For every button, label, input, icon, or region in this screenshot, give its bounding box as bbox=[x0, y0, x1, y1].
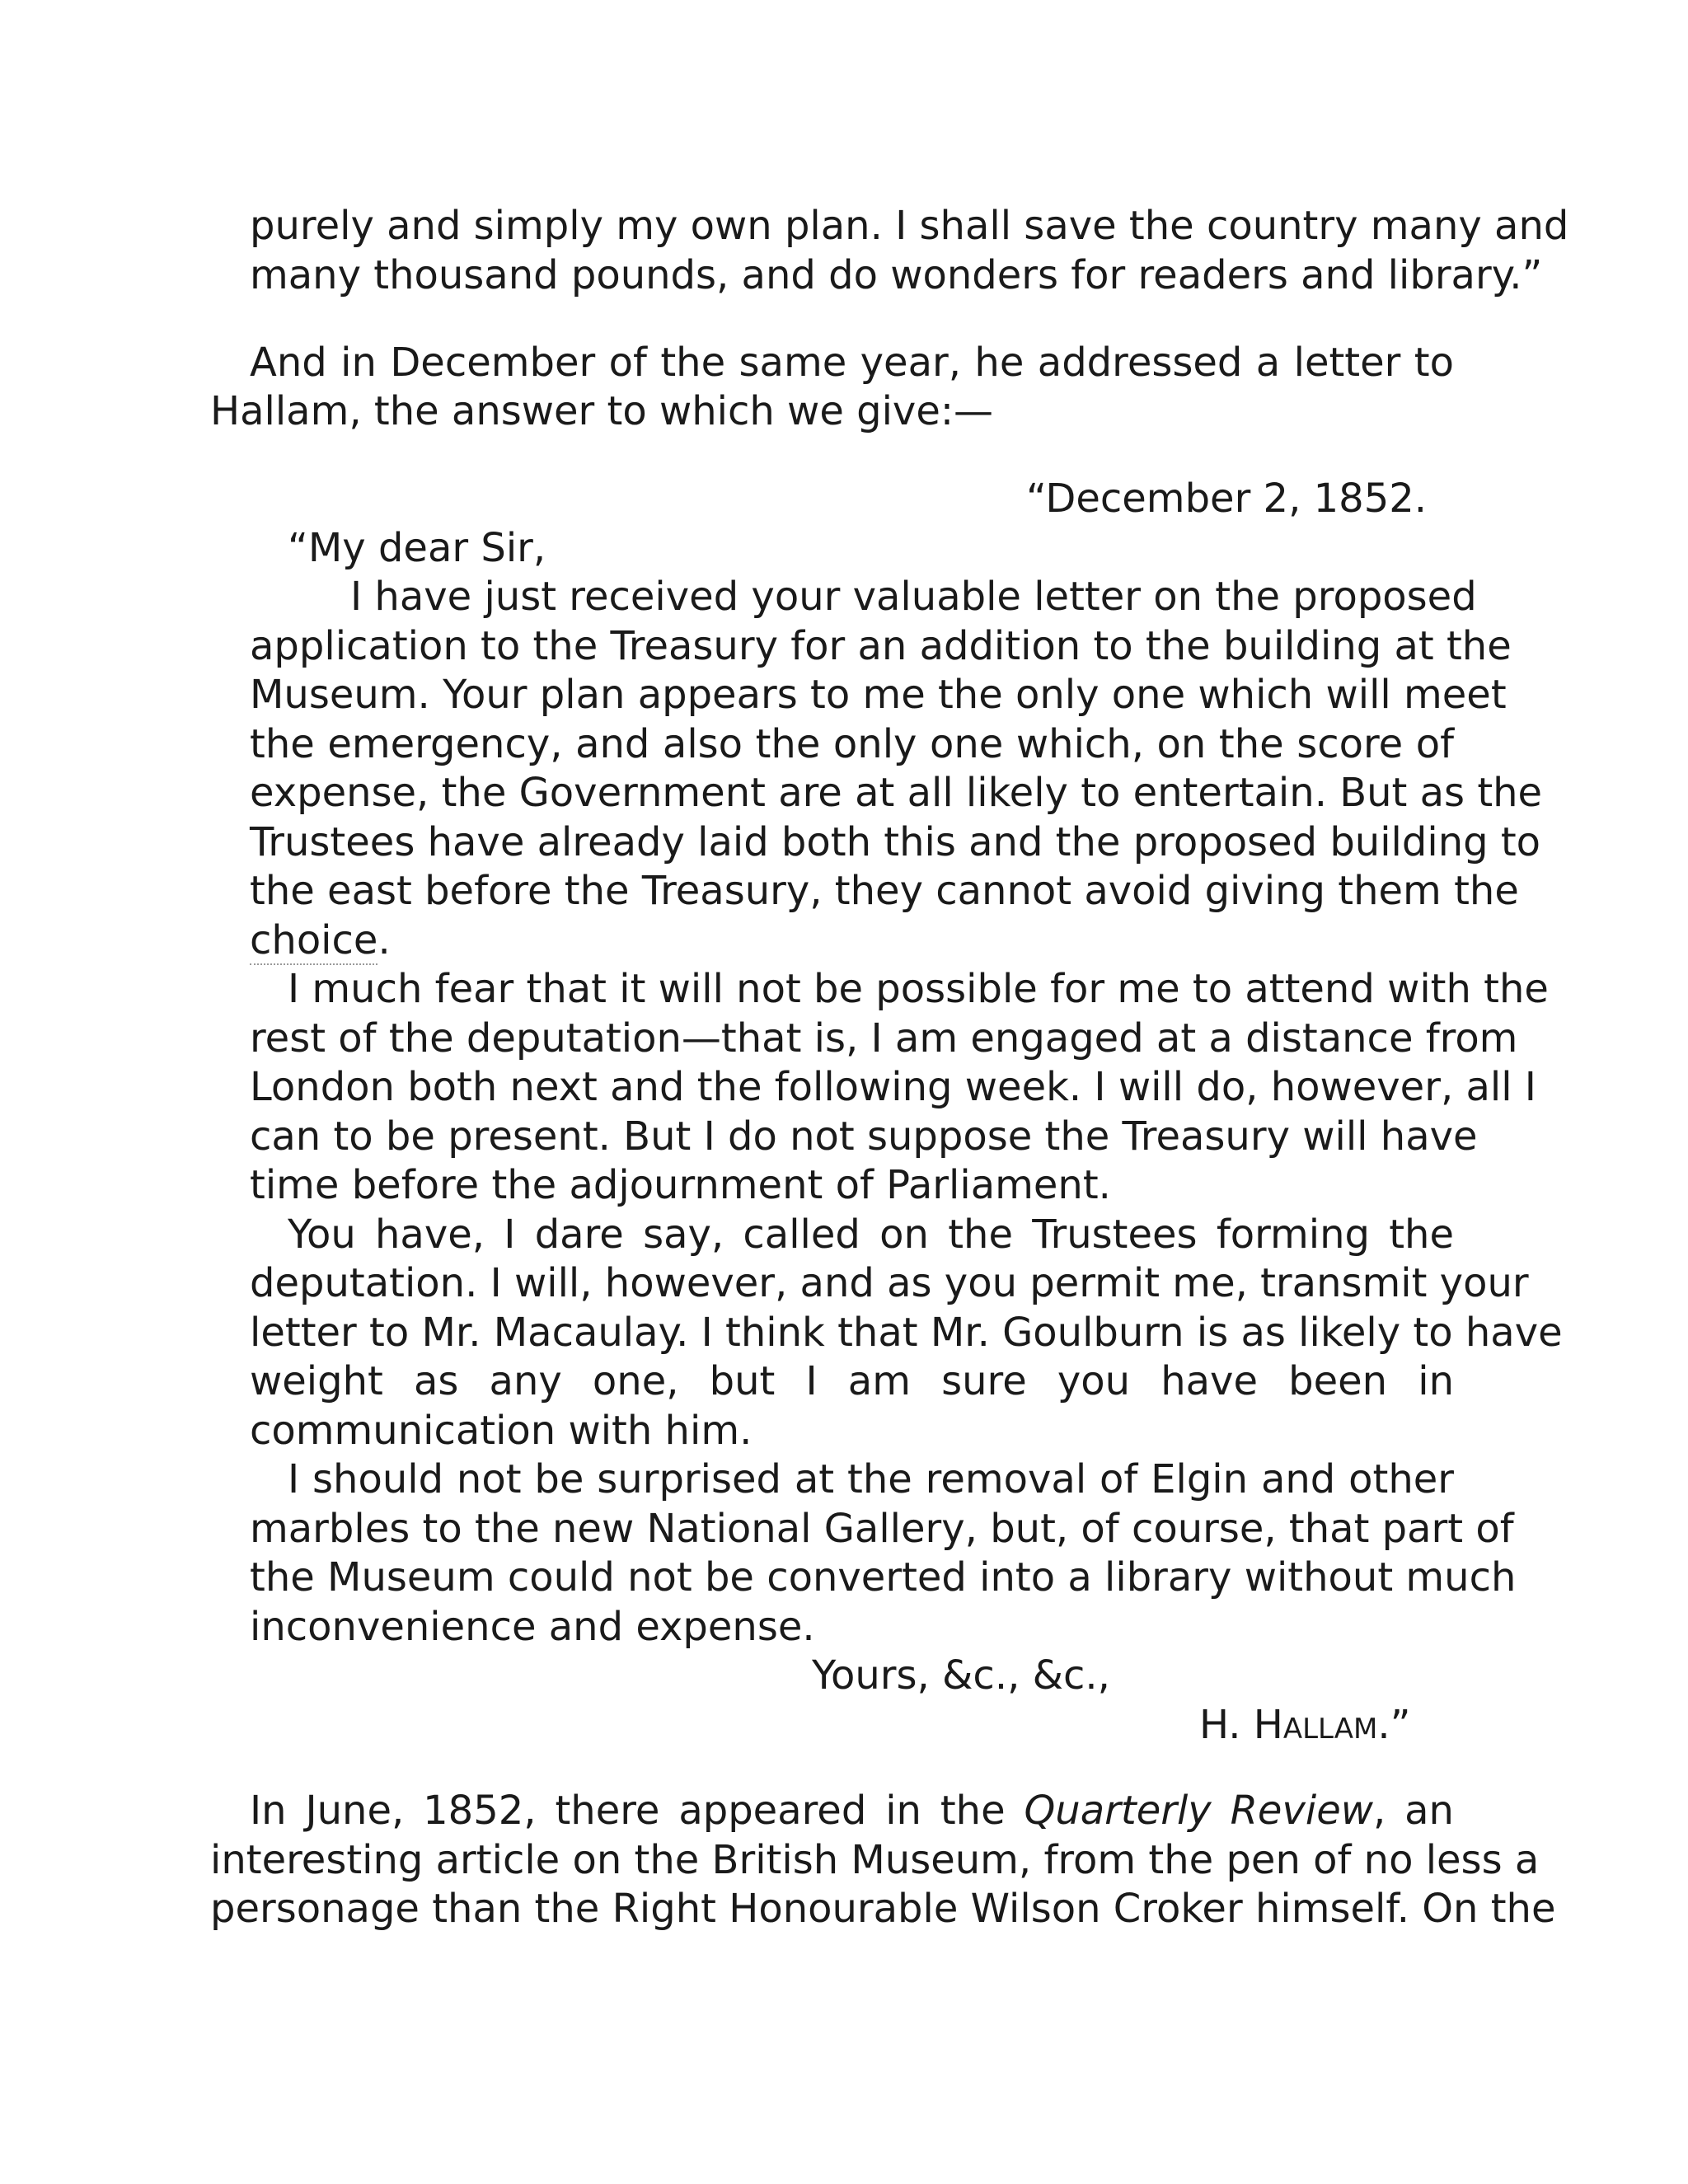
letter-p1-line: expense, the Government are at all likely to entertain. But as the bbox=[250, 770, 1543, 816]
signature-name: Hallam bbox=[1253, 1702, 1378, 1748]
signature-end: .” bbox=[1377, 1702, 1411, 1748]
letter-p2-line: I much fear that it will not be possible for me to attend with the bbox=[288, 966, 1549, 1012]
signature-initial: H. bbox=[1199, 1702, 1254, 1748]
final-line-3: personage than the Right Honourable Wilson Croker himself. On the bbox=[210, 1886, 1556, 1932]
letter-p3-line: letter to Mr. Macaulay. I think that Mr. Goulburn is as likely to have bbox=[250, 1310, 1563, 1356]
letter-signature bbox=[1199, 1700, 1411, 1750]
letter-p4-line: marbles to the new National Gallery, but, of course, that part of bbox=[250, 1506, 1514, 1552]
letter-p2-line: London both next and the following week. I will do, however, all I bbox=[250, 1064, 1536, 1110]
choice-period: . bbox=[377, 917, 391, 963]
final-line-1-end: , an bbox=[1373, 1788, 1454, 1834]
letter-p2-line: rest of the deputation—that is, I am engaged at a distance from bbox=[250, 1015, 1518, 1062]
choice-word: choice bbox=[250, 917, 378, 963]
letter-p4-line: I should not be surprised at the removal of Elgin and other bbox=[288, 1456, 1454, 1502]
letter-p1-last-line bbox=[250, 916, 391, 965]
quote-line-1: purely and simply my own plan. I shall save the country many and bbox=[250, 203, 1569, 249]
letter-p3-line: You have, I dare say, called on the Trustees forming the bbox=[288, 1212, 1454, 1258]
letter-p1-line: Museum. Your plan appears to me the only one which will meet bbox=[250, 672, 1507, 718]
letter-date: “December 2, 1852. bbox=[1026, 476, 1428, 522]
letter-p1-line: Trustees have already laid both this and the proposed building to bbox=[250, 819, 1541, 865]
letter-p3-line: weight as any one, but I am sure you have been in bbox=[250, 1358, 1454, 1404]
letter-salutation: “My dear Sir, bbox=[288, 525, 546, 571]
intro-line-2: Hallam, the answer to which we give:— bbox=[210, 388, 994, 434]
letter-p4-line: inconvenience and expense. bbox=[250, 1604, 815, 1650]
quote-line-2: many thousand pounds, and do wonders for readers and library.” bbox=[250, 252, 1543, 298]
final-line-1-start: In June, 1852, there appeared in the bbox=[250, 1788, 1006, 1834]
letter-p1-line: the east before the Treasury, they cannot avoid giving them the bbox=[250, 868, 1519, 914]
letter-p4-line: the Museum could not be converted into a library without much bbox=[250, 1554, 1517, 1601]
letter-p2-line: can to be present. But I do not suppose the Treasury will have bbox=[250, 1113, 1478, 1160]
letter-p3-line: deputation. I will, however, and as you permit me, transmit your bbox=[250, 1260, 1529, 1306]
letter-p1-line: I have just received your valuable letter on the proposed bbox=[350, 574, 1477, 620]
letter-p2-line: time before the adjournment of Parliament. bbox=[250, 1162, 1111, 1208]
journal-title: Quarterly Review bbox=[1024, 1788, 1373, 1834]
final-line-1 bbox=[250, 1786, 1454, 1835]
letter-p1-line: application to the Treasury for an addition to the building at the bbox=[250, 623, 1512, 669]
letter-closing: Yours, &c., &c., bbox=[812, 1652, 1110, 1699]
letter-p1-line: the emergency, and also the only one which, on the score of bbox=[250, 721, 1454, 767]
intro-line-1: And in December of the same year, he addressed a letter to bbox=[250, 340, 1454, 386]
final-line-2: interesting article on the British Museum, from the pen of no less a bbox=[210, 1837, 1540, 1883]
letter-p3-line: communication with him. bbox=[250, 1408, 753, 1454]
